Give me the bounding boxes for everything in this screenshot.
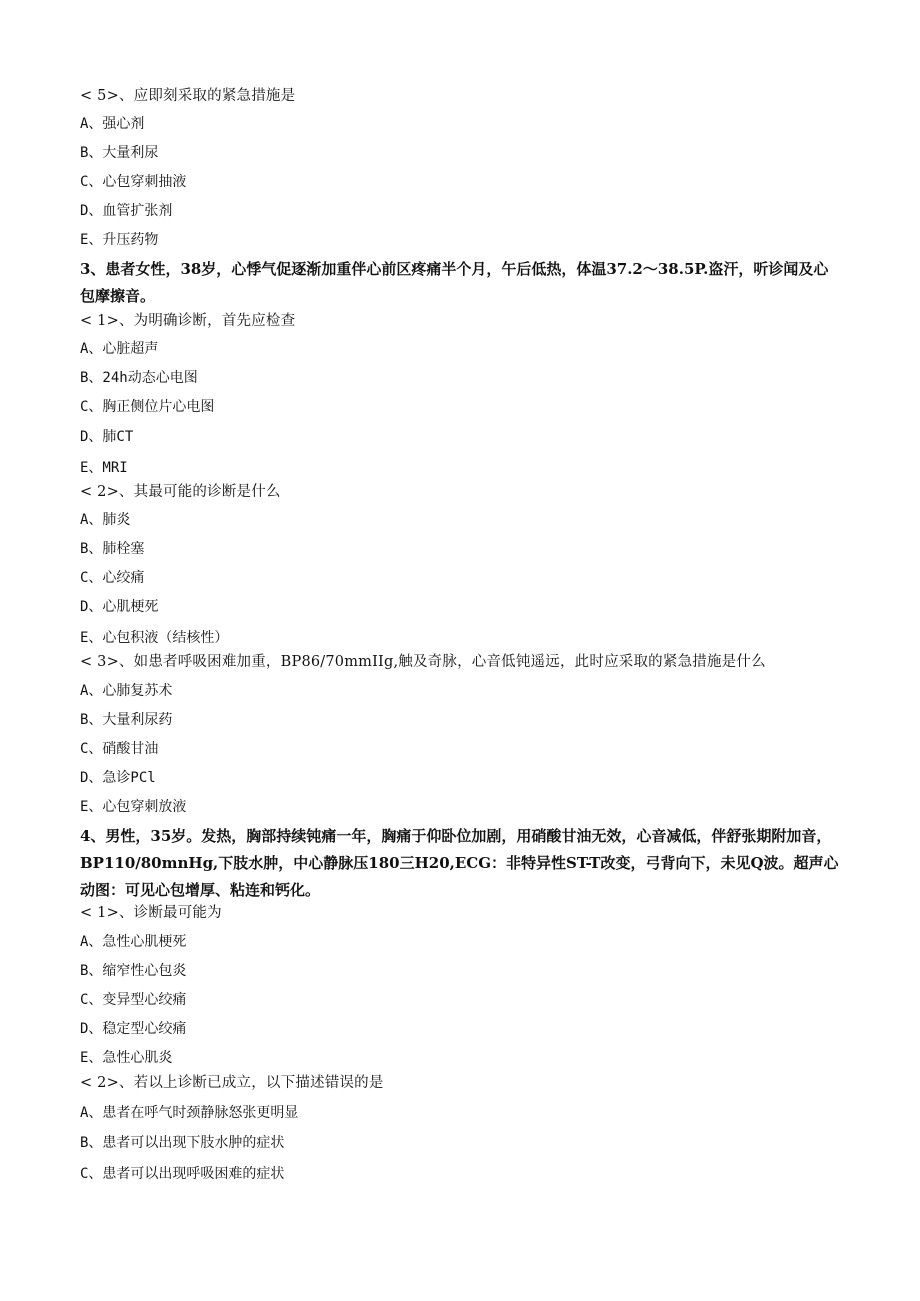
q4-sub1-option-e: E、急性心肌炎 xyxy=(80,1050,173,1066)
q4-sub1-option-c: C、变异型心绞痛 xyxy=(80,992,187,1008)
q4-sub1-option-d: D、稳定型心绞痛 xyxy=(80,1021,187,1037)
q2-sub5-option-d: D、血管扩张剂 xyxy=(80,203,173,219)
q4-sub2-option-a: A、患者在呼气时颈静脉怒张更明显 xyxy=(80,1105,299,1121)
q2-sub5-option-e: E、升压药物 xyxy=(80,232,159,248)
q3-sub1-option-c: C、胸正侧位片心电图 xyxy=(80,399,215,415)
q3-sub1-option-e: E、MRI xyxy=(80,460,128,476)
q3-sub3-option-c: C、硝酸甘油 xyxy=(80,741,159,757)
q3-stem: 3、患者女性，38岁，心悸气促逐渐加重伴心前区疼痛半个月，午后低热，体温37.2～38.5P.盗汗，听诊闻及心包摩擦音。 xyxy=(80,260,829,305)
q2-sub5-option-b: B、大量利尿 xyxy=(80,145,159,161)
q4-sub1-stem: < 1>、诊断最可能为 xyxy=(80,905,222,921)
q4-sub1-option-a: A、急性心肌梗死 xyxy=(80,934,187,950)
q3-sub3-option-b: B、大量利尿药 xyxy=(80,712,173,728)
q4-sub2-option-b: B、患者可以出现下肢水肿的症状 xyxy=(80,1135,285,1151)
q4-sub2-option-c: C、患者可以出现呼吸困难的症状 xyxy=(80,1166,285,1182)
q2-sub5-option-c: C、心包穿刺抽液 xyxy=(80,174,187,190)
q3-sub2-option-d: D、心肌梗死 xyxy=(80,599,159,615)
q3-sub2-option-e: E、心包积液（结核性） xyxy=(80,630,229,646)
q3-sub2-option-b: B、肺栓塞 xyxy=(80,541,145,557)
q3-sub2-option-c: C、心绞痛 xyxy=(80,570,145,586)
q3-sub1-option-b: B、24h动态心电图 xyxy=(80,370,198,386)
q4-sub1-option-b: B、缩窄性心包炎 xyxy=(80,963,187,979)
q2-sub5-option-a: A、强心剂 xyxy=(80,116,145,132)
q3-sub1-stem: < 1>、为明确诊断，首先应检查 xyxy=(80,313,296,329)
q3-sub2-option-a: A、肺炎 xyxy=(80,512,131,528)
q3-sub3-stem: < 3>、如患者呼吸困难加重，BP86/70mmIIg,触及奇脉，心音低钝遥远，此时应采取的紧急措施是什么 xyxy=(80,654,766,670)
q3-sub1-option-d: D、肺CT xyxy=(80,429,134,445)
q3-sub3-option-a: A、心肺复苏术 xyxy=(80,683,173,699)
q3-sub1-option-a: A、心脏超声 xyxy=(80,341,159,357)
q2-sub5-stem: < 5>、应即刻采取的紧急措施是 xyxy=(80,88,296,104)
q3-sub3-option-d: D、急诊PCl xyxy=(80,770,156,786)
q3-sub3-option-e: E、心包穿刺放液 xyxy=(80,799,187,815)
q4-stem: 4、男性，35岁。发热，胸部持续钝痛一年，胸痛于仰卧位加剧，用硝酸甘油无效，心音减低，伴舒张期附加音，BP110/80mnHg,下肢水肿，中心静脉压180三H20,ECG：非特异性ST-T改变，弓背向下，未见Q波。超声心动图：可见心包增厚、粘连和钙化。 xyxy=(80,827,839,899)
q4-sub2-stem: < 2>、若以上诊断已成立，以下描述错误的是 xyxy=(80,1075,384,1091)
q3-sub2-stem: < 2>、其最可能的诊断是什么 xyxy=(80,484,281,500)
